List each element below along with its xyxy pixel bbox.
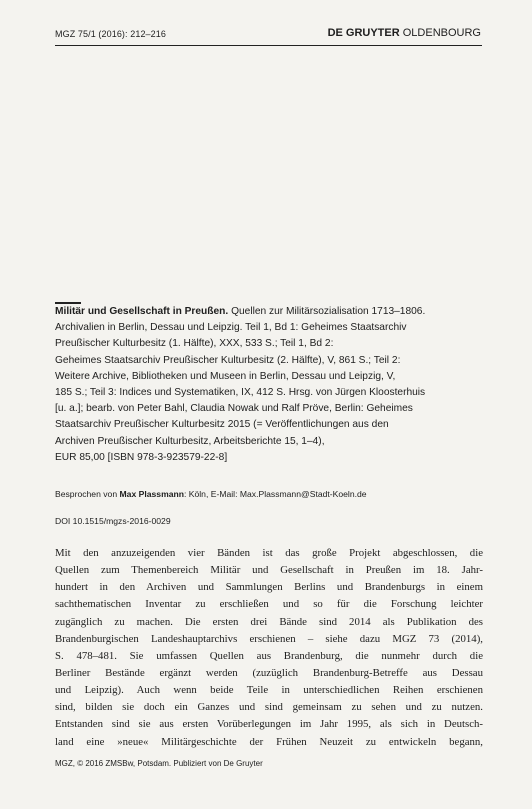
entry-line: Staatsarchiv Preußischer Kulturbesitz 2015 (= Veröffentlichungen aus den: [55, 419, 389, 431]
body-line: S. 478–481. Sie umfassen Quellen aus Brandenburg, die nunmehr durch die: [55, 649, 483, 662]
body-line: sachthematischen Inventar zu erschließen und so für die Forschung leichter: [55, 598, 483, 611]
body-line: Entstanden sind sie aus ersten Vorüberlegungen im Jahr 1995, als sich in Deutsch-: [55, 718, 483, 731]
entry-line: Archivalien in Berlin, Dessau und Leipzig. Teil 1, Bd 1: Geheimes Staatsarchiv: [55, 322, 407, 334]
body-line: Mit den anzuzeigenden vier Bänden ist das große Projekt abgeschlossen, die: [55, 547, 483, 559]
entry-line-1: [55, 304, 485, 320]
publisher-name-bold: DE GRUYTER: [327, 27, 400, 39]
review-body: [55, 545, 483, 751]
publisher-name-light: OLDENBOURG: [402, 27, 481, 39]
entry-line: Weitere Archive, Bibliotheken und Museen in Berlin, Dessau und Leipzig, V,: [55, 370, 396, 382]
book-title: Militär und Gesellschaft in Preußen.: [55, 306, 229, 317]
entry-line: 185 S.; Teil 3: Indices und Systematiken, IX, 412 S. Hrsg. von Jürgen Kloosterhuis: [55, 387, 426, 399]
body-line: und Leipzig). Auch wenn beide Teile in unterschiedlichen Reihen erschienen: [55, 684, 483, 697]
entry-line: Archiven Preußischer Kulturbesitz, Arbeitsberichte 15, 1–4),: [55, 435, 325, 447]
reviewer-name: Max Plassmann: [119, 489, 184, 499]
reviewer-contact: : Köln, E-Mail: Max.Plassmann@Stadt-Koeln.de: [183, 489, 367, 499]
bibliographic-entry: [55, 304, 485, 466]
entry-line: EUR 85,00 [ISBN 978-3-923579-22-8]: [55, 451, 228, 463]
body-line: sind, bilden sie doch ein Ganzes und sind gemeinsam zu sehen und zu nutzen.: [55, 701, 483, 714]
reviewer-prefix: Besprochen von: [55, 489, 120, 499]
body-line: Berliner Bestände ergänzt werden (zuzüglich Brandenburg-Betreffe aus Dessau: [55, 666, 483, 679]
reviewer-info: [55, 489, 367, 499]
publisher-logo: [328, 27, 481, 39]
body-line: Brandenburgischen Landeshauptarchivs erschienen – siehe dazu MGZ 73 (2014),: [55, 632, 483, 645]
body-line: land eine »neue« Militärgeschichte der Frühen Neuzeit zu entwickeln begann,: [55, 735, 483, 748]
entry-line: Geheimes Staatsarchiv Preußischer Kulturbesitz (2. Hälfte), V, 861 S.; Teil 2:: [55, 354, 401, 366]
body-line: hundert in den Archiven und Sammlungen Berlins und Brandenburgs in einem: [55, 581, 483, 594]
entry-line: [u. a.]; bearb. von Peter Bahl, Claudia Nowak und Ralf Pröve, Berlin: Geheimes: [55, 403, 413, 415]
body-line: zugänglich zu machen. Die ersten drei Bände sind 2014 als Publikation des: [55, 615, 483, 628]
body-line: Quellen zum Themenbereich Militär und Gesellschaft in Preußen im 18. Jahr-: [55, 564, 483, 577]
entry-line: Preußischer Kulturbesitz (1. Hälfte), XXX, 533 S.; Teil 1, Bd 2:: [55, 338, 334, 350]
header-divider: [55, 45, 482, 46]
doi-reference: DOI 10.1515/mgzs-2016-0029: [55, 516, 171, 526]
journal-citation: MGZ 75/1 (2016): 212–216: [55, 29, 166, 39]
page-footer: MGZ, © 2016 ZMSBw, Potsdam. Publiziert von De Gruyter: [55, 759, 263, 768]
entry-subtitle: Quellen zur Militärsozialisation 1713–1806.: [228, 306, 426, 317]
